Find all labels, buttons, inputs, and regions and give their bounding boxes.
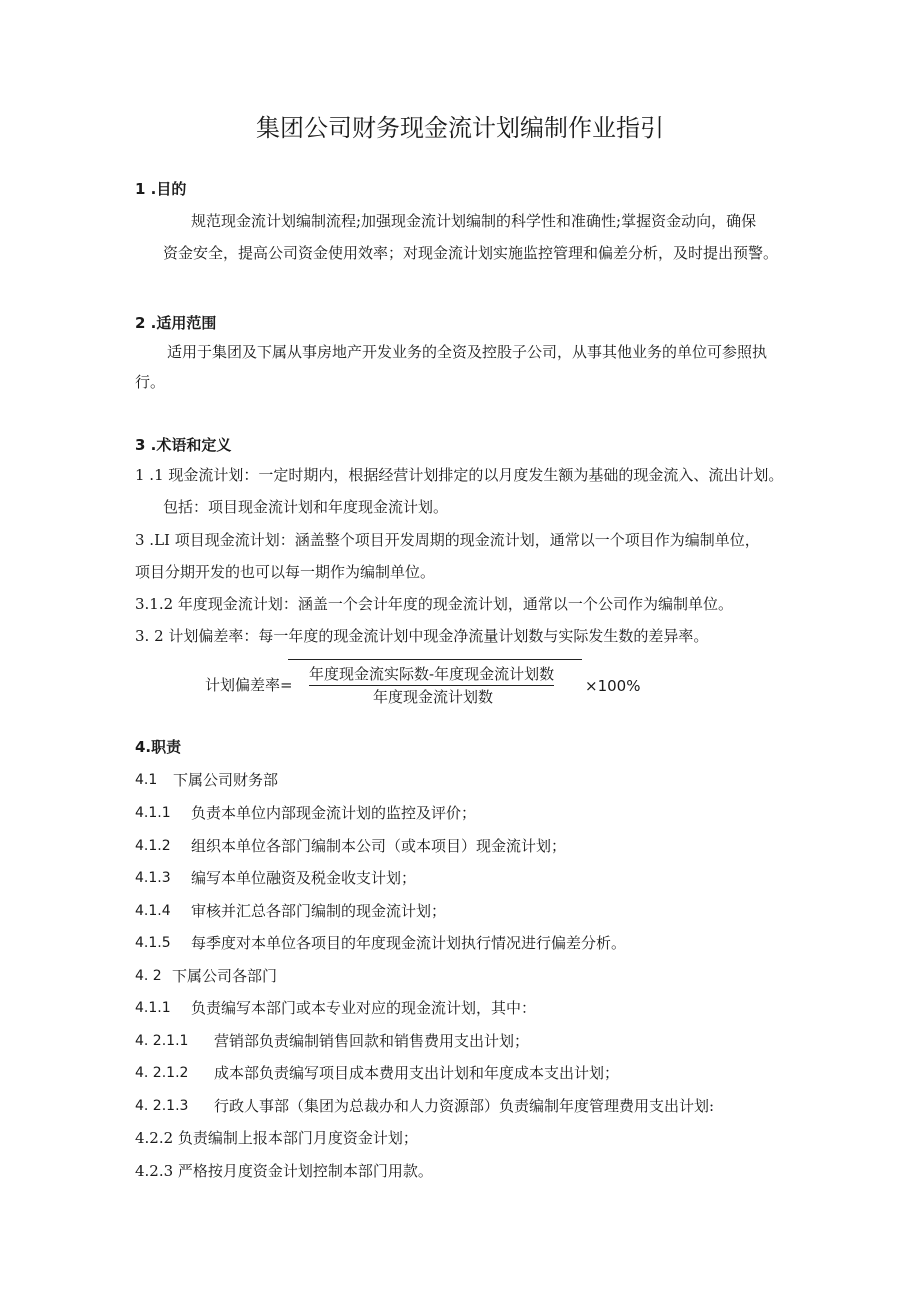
responsibility-4-2-2: 4.2.2 负责编制上报本部门月度资金计划； (135, 1129, 418, 1147)
formula-top-rule (288, 659, 582, 660)
subsection-4-2-title: 下属公司各部门 (172, 967, 278, 985)
definition-cash-flow-plan: 1 .1 现金流计划：一定时期内，根据经营计划排定的以月度发生额为基础的现金流入、流出计划。 (135, 466, 784, 484)
section-1-heading: 1 .目的 (135, 180, 187, 198)
list-item-number: 4.1.1 (135, 1000, 171, 1016)
list-item-number: 4. 2.1.2 (135, 1065, 189, 1081)
list-item-number: 4.1.1 (135, 805, 171, 821)
list-item-number: 4.1.3 (135, 870, 171, 886)
formula-multiplier: ×100% (585, 677, 641, 695)
list-item-text: 审核并汇总各部门编制的现金流计划； (191, 902, 447, 920)
list-item-text: 组织本单位各部门编制本公司（或本项目）现金流计划； (191, 837, 567, 855)
subsection-4-1-number: 4.1 (135, 772, 158, 788)
section-1-paragraph-line-1: 规范现金流计划编制流程;加强现金流计划编制的科学性和准确性;掌握资金动向，确保 (191, 212, 757, 230)
responsibility-4-2-3: 4.2.3 严格按月度资金计划控制本部门用款。 (135, 1162, 433, 1180)
list-item-number: 4. 2.1.3 (135, 1098, 189, 1114)
list-item-text: 营销部负责编制销售回款和销售费用支出计划； (214, 1032, 530, 1050)
list-item-text: 负责本单位内部现金流计划的监控及评价； (191, 804, 477, 822)
list-item-number: 4.1.2 (135, 838, 171, 854)
list-item-number: 4.1.5 (135, 935, 171, 951)
section-2-paragraph-line-1: 适用于集团及下属从事房地产开发业务的全资及控股子公司，从事其他业务的单位可参照执 (167, 343, 768, 361)
list-item-text: 成本部负责编写项目成本费用支出计划和年度成本支出计划； (214, 1064, 620, 1082)
list-item-number: 4. 2.1.1 (135, 1033, 189, 1049)
subsection-4-1-title: 下属公司财务部 (173, 771, 279, 789)
section-2-paragraph-line-2: 行。 (135, 373, 166, 391)
section-1-paragraph-line-2: 资金安全，提高公司资金使用效率；对现金流计划实施监控管理和偏差分析，及时提出预警。 (163, 244, 779, 262)
list-item-text: 负责编写本部门或本专业对应的现金流计划，其中： (191, 999, 537, 1017)
section-3-heading: 3 .术语和定义 (135, 436, 232, 454)
definition-project-cash-flow-plan-cont: 项目分期开发的也可以每一期作为编制单位。 (135, 563, 436, 581)
formula-denominator: 年度现金流计划数 (373, 688, 494, 706)
document-title: 集团公司财务现金流计划编制作业指引 (256, 114, 664, 142)
formula-label: 计划偏差率= (205, 676, 293, 694)
list-item-text: 行政人事部（集团为总裁办和人力资源部）负责编制年度管理费用支出计划: (214, 1097, 715, 1115)
definition-plan-deviation-rate: 3. 2 计划偏差率：每一年度的现金流计划中现金净流量计划数与实际发生数的差异率。 (135, 627, 709, 645)
list-item-text: 每季度对本单位各项目的年度现金流计划执行情况进行偏差分析。 (191, 934, 627, 952)
definition-project-cash-flow-plan: 3 .LI 项目现金流计划：涵盖整个项目开发周期的现金流计划，通常以一个项目作为编制单位， (135, 531, 760, 549)
subsection-4-2-number: 4. 2 (135, 968, 162, 984)
section-2-heading: 2 .适用范围 (135, 314, 217, 332)
list-item-number: 4.1.4 (135, 903, 171, 919)
definition-annual-cash-flow-plan: 3.1.2 年度现金流计划：涵盖一个会计年度的现金流计划，通常以一个公司作为编制单位。 (135, 595, 733, 613)
list-item-text: 编写本单位融资及税金收支计划； (191, 869, 417, 887)
definition-cash-flow-plan-includes: 包括：项目现金流计划和年度现金流计划。 (163, 498, 449, 516)
formula-numerator: 年度现金流实际数-年度现金流计划数 (309, 664, 554, 686)
section-4-heading: 4.职责 (135, 738, 182, 756)
